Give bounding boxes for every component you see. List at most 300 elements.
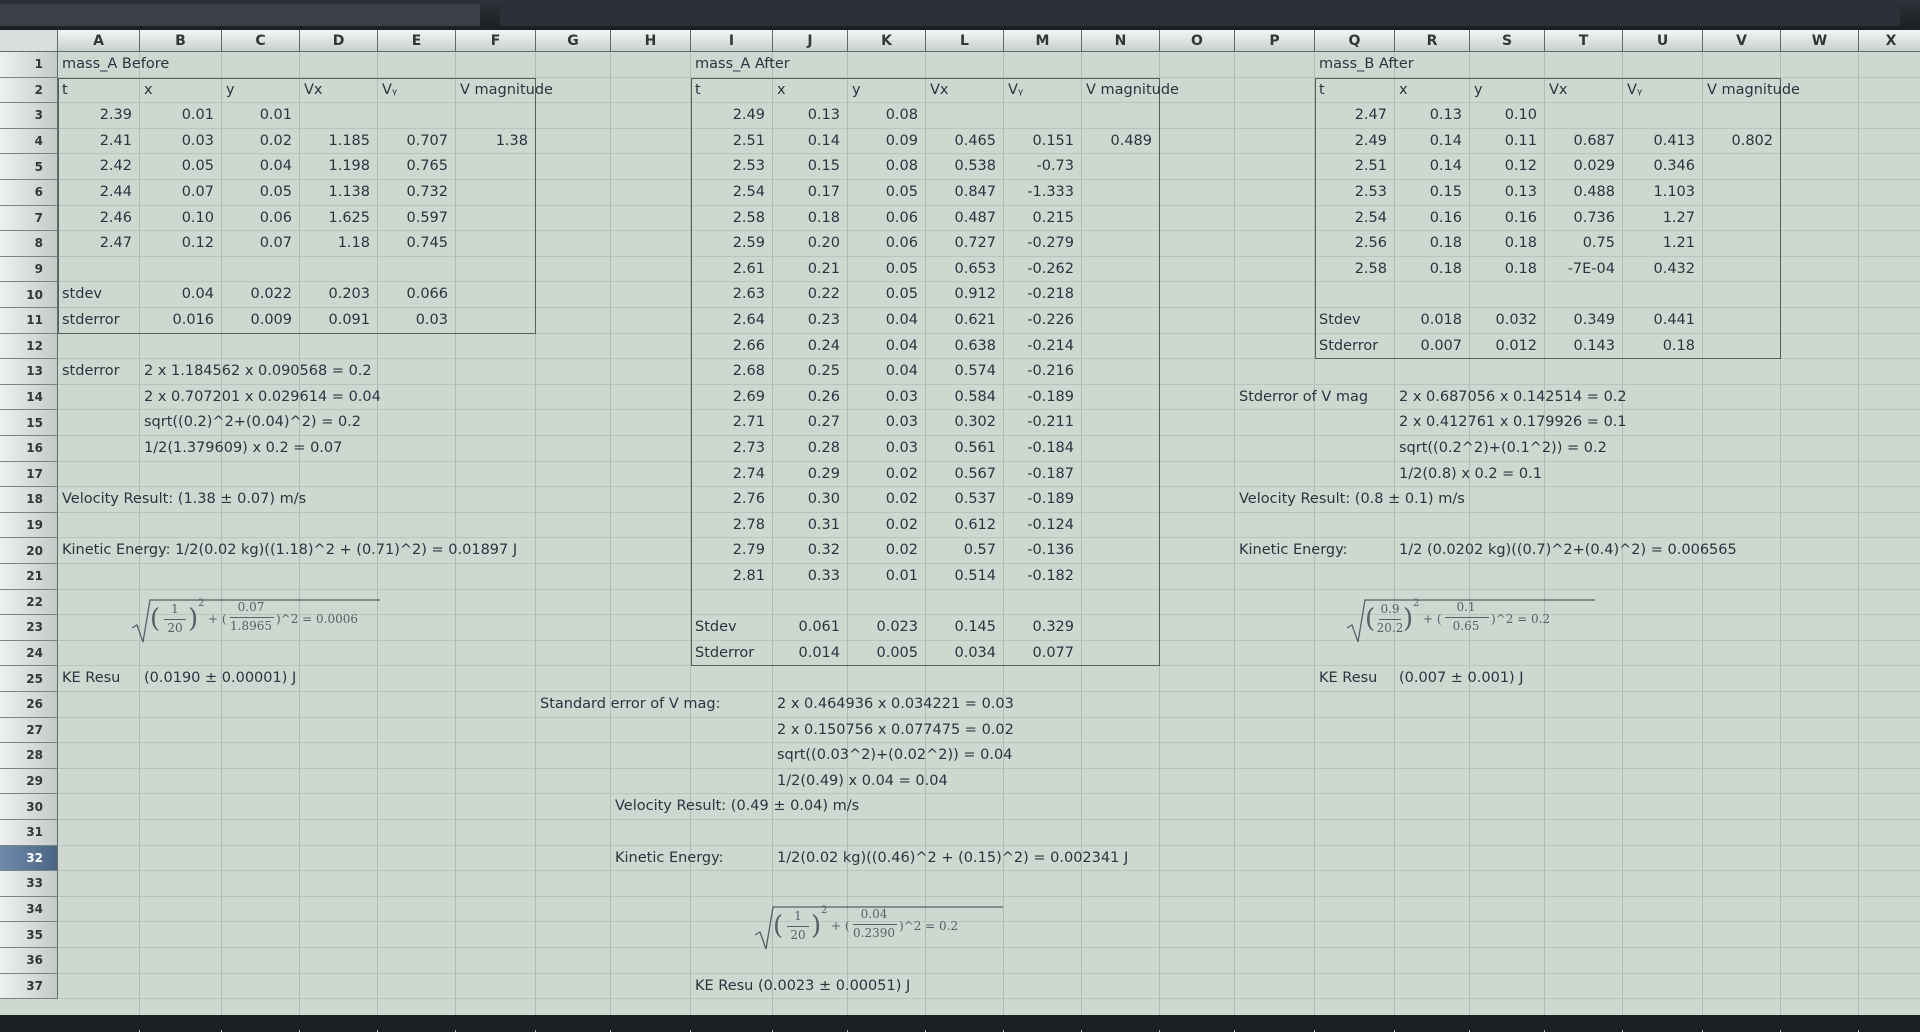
cell-e8[interactable]: 0.745 [406,235,448,252]
cell-j12[interactable]: 0.24 [807,337,840,354]
cell-m9[interactable]: -0.262 [1027,260,1074,277]
column-header-i[interactable]: I [691,30,773,52]
cell-q4[interactable]: 2.49 [1354,132,1387,149]
cell-d10[interactable]: 0.203 [328,286,370,303]
row-header-33[interactable]: 33 [0,871,58,897]
cell-a5[interactable]: 2.42 [99,158,132,175]
cell-j16[interactable]: 0.28 [807,440,840,456]
equation-image-a[interactable] [130,594,390,646]
cell-a8[interactable]: 2.47 [99,235,132,252]
column-header-p[interactable]: P [1235,30,1315,52]
cell-a4[interactable]: 2.41 [99,132,132,149]
column-header-g[interactable]: G [536,30,611,52]
cell-q6[interactable]: 2.53 [1354,184,1387,200]
row-header-21[interactable]: 21 [0,564,58,590]
cell-r8[interactable]: 0.18 [1429,235,1462,252]
cell-t7[interactable]: 0.736 [1573,209,1615,226]
cell-p14[interactable]: Stderror of V mag [1239,388,1369,405]
cell-m8[interactable]: -0.279 [1027,235,1074,252]
cell-l4[interactable]: 0.465 [954,132,996,149]
cell-q9[interactable]: 2.58 [1354,260,1387,277]
column-header-w[interactable]: W [1781,30,1859,52]
cell-q11[interactable]: Stdev [1319,312,1361,328]
column-header-u[interactable]: U [1623,30,1703,52]
cell-i6[interactable]: 2.54 [732,184,765,200]
cell-b7[interactable]: 0.10 [181,209,214,226]
column-header-x[interactable]: X [1859,30,1920,52]
cell-k13[interactable]: 0.04 [885,363,918,380]
cell-d11[interactable]: 0.091 [328,312,370,328]
row-header-18[interactable]: 18 [0,487,58,513]
cell-v4[interactable]: 0.802 [1731,132,1773,149]
column-header-c[interactable]: C [222,30,300,52]
row-header-2[interactable]: 2 [0,78,58,104]
column-header-j[interactable]: J [773,30,848,52]
row-header-26[interactable]: 26 [0,692,58,718]
cell-q25[interactable]: KE Resu [1319,670,1378,687]
cell-b16[interactable]: 1/2(1.379609) x 0.2 = 0.07 [144,440,343,456]
cell-m10[interactable]: -0.218 [1027,286,1074,303]
cell-k14[interactable]: 0.03 [885,388,918,405]
cell-s2[interactable]: y [1474,81,1483,98]
row-header-15[interactable]: 15 [0,410,58,436]
cell-u8[interactable]: 1.21 [1662,235,1695,252]
cell-j3[interactable]: 0.13 [807,107,840,124]
cell-l18[interactable]: 0.537 [954,491,996,508]
cell-b25[interactable]: (0.0190 ± 0.00001) J [144,670,297,687]
row-header-9[interactable]: 9 [0,257,58,283]
cell-i7[interactable]: 2.58 [732,209,765,226]
cell-j9[interactable]: 0.21 [807,260,840,277]
cell-a2[interactable]: t [62,81,68,98]
cell-m2[interactable]: Vᵧ [1008,81,1024,98]
cell-j7[interactable]: 0.18 [807,209,840,226]
cell-r20[interactable]: 1/2 (0.0202 kg)((0.7)^2+(0.4)^2) = 0.006565 [1399,542,1737,559]
cell-k3[interactable]: 0.08 [885,107,918,124]
cell-c5[interactable]: 0.04 [259,158,292,175]
cell-l17[interactable]: 0.567 [954,465,996,482]
cell-a18[interactable]: Velocity Result: (1.38 ± 0.07) m/s [62,491,307,508]
cell-u12[interactable]: 0.18 [1662,337,1695,354]
cell-l2[interactable]: Vx [930,81,949,98]
cell-j21[interactable]: 0.33 [807,568,840,584]
cell-j14[interactable]: 0.26 [807,388,840,405]
cell-e4[interactable]: 0.707 [406,132,448,149]
row-header-34[interactable]: 34 [0,897,58,923]
cell-r7[interactable]: 0.16 [1429,209,1462,226]
cell-n4[interactable]: 0.489 [1110,132,1152,149]
cell-l23[interactable]: 0.145 [954,619,996,636]
cell-t2[interactable]: Vx [1549,81,1568,98]
cell-e5[interactable]: 0.765 [406,158,448,175]
column-header-q[interactable]: Q [1315,30,1395,52]
cell-i1[interactable]: mass_A After [695,56,790,72]
cell-k4[interactable]: 0.09 [885,132,918,149]
cell-m7[interactable]: 0.215 [1032,209,1074,226]
cell-r25[interactable]: (0.007 ± 0.001) J [1399,670,1524,687]
select-all-corner[interactable] [0,30,58,52]
column-header-l[interactable]: L [926,30,1004,52]
column-header-o[interactable]: O [1160,30,1235,52]
cell-l11[interactable]: 0.621 [954,312,996,328]
cell-s4[interactable]: 0.11 [1504,132,1537,149]
cell-m5[interactable]: -0.73 [1036,158,1074,175]
row-header-37[interactable]: 37 [0,974,58,1000]
cell-l19[interactable]: 0.612 [954,516,996,533]
cell-p18[interactable]: Velocity Result: (0.8 ± 0.1) m/s [1239,491,1465,508]
cell-s3[interactable]: 0.10 [1504,107,1537,124]
cell-j6[interactable]: 0.17 [807,184,840,200]
cell-q1[interactable]: mass_B After [1319,56,1414,72]
cell-b11[interactable]: 0.016 [172,312,214,328]
equation-image-c[interactable] [753,901,1013,953]
cell-k12[interactable]: 0.04 [885,337,918,354]
cell-k23[interactable]: 0.023 [876,619,918,636]
cell-m16[interactable]: -0.184 [1027,440,1074,456]
column-header-b[interactable]: B [140,30,222,52]
cell-s9[interactable]: 0.18 [1504,260,1537,277]
cell-j15[interactable]: 0.27 [807,414,840,431]
cell-i12[interactable]: 2.66 [732,337,765,354]
cell-l24[interactable]: 0.034 [954,644,996,661]
cell-t12[interactable]: 0.143 [1573,337,1615,354]
cell-l20[interactable]: 0.57 [963,542,996,559]
cell-m20[interactable]: -0.136 [1027,542,1074,559]
cell-u5[interactable]: 0.346 [1653,158,1695,175]
cell-i24[interactable]: Stderror [695,644,755,661]
cell-i11[interactable]: 2.64 [732,312,765,328]
cell-a7[interactable]: 2.46 [99,209,132,226]
cell-m4[interactable]: 0.151 [1032,132,1074,149]
row-header-17[interactable]: 17 [0,462,58,488]
cell-k5[interactable]: 0.08 [885,158,918,175]
cell-q12[interactable]: Stderror [1319,337,1379,354]
cell-s8[interactable]: 0.18 [1504,235,1537,252]
column-header-e[interactable]: E [378,30,456,52]
cell-b13[interactable]: 2 x 1.184562 x 0.090568 = 0.2 [144,363,372,380]
cell-r2[interactable]: x [1399,81,1408,98]
cell-j2[interactable]: x [777,81,786,98]
cell-i15[interactable]: 2.71 [732,414,765,431]
cell-l8[interactable]: 0.727 [954,235,996,252]
cell-r4[interactable]: 0.14 [1429,132,1462,149]
cell-i3[interactable]: 2.49 [732,107,765,124]
row-header-32[interactable]: 32 [0,846,58,872]
cell-u4[interactable]: 0.413 [1653,132,1695,149]
cell-q8[interactable]: 2.56 [1354,235,1387,252]
cell-k16[interactable]: 0.03 [885,440,918,456]
cell-j28[interactable]: sqrt((0.03^2)+(0.02^2)) = 0.04 [777,747,1013,764]
cell-i19[interactable]: 2.78 [732,516,765,533]
cell-a20[interactable]: Kinetic Energy: 1/2(0.02 kg)((1.18)^2 + (0.71)^2) = 0.01897 J [62,542,518,559]
row-header-5[interactable]: 5 [0,154,58,180]
cell-b15[interactable]: sqrt((0.2)^2+(0.04)^2) = 0.2 [144,414,362,431]
cell-d6[interactable]: 1.138 [328,184,370,200]
cell-j26[interactable]: 2 x 0.464936 x 0.034221 = 0.03 [777,696,1014,712]
cell-r6[interactable]: 0.15 [1429,184,1462,200]
cell-a3[interactable]: 2.39 [99,107,132,124]
cell-k7[interactable]: 0.06 [885,209,918,226]
cell-r3[interactable]: 0.13 [1429,107,1462,124]
cell-l13[interactable]: 0.574 [954,363,996,380]
cell-k9[interactable]: 0.05 [885,260,918,277]
cell-s12[interactable]: 0.012 [1495,337,1537,354]
column-header-d[interactable]: D [300,30,378,52]
cell-r15[interactable]: 2 x 0.412761 x 0.179926 = 0.1 [1399,414,1627,431]
row-header-12[interactable]: 12 [0,334,58,360]
cell-r17[interactable]: 1/2(0.8) x 0.2 = 0.1 [1399,465,1542,482]
cell-j24[interactable]: 0.014 [798,644,840,661]
cell-d4[interactable]: 1.185 [328,132,370,149]
cell-m17[interactable]: -0.187 [1027,465,1074,482]
cell-i9[interactable]: 2.61 [732,260,765,277]
cell-a13[interactable]: stderror [62,363,120,380]
column-header-k[interactable]: K [848,30,926,52]
cell-m12[interactable]: -0.214 [1027,337,1074,354]
cell-s11[interactable]: 0.032 [1495,312,1537,328]
cell-m21[interactable]: -0.182 [1027,568,1074,584]
cell-m15[interactable]: -0.211 [1027,414,1074,431]
cell-s7[interactable]: 0.16 [1504,209,1537,226]
cell-j13[interactable]: 0.25 [807,363,840,380]
cell-m6[interactable]: -1.333 [1027,184,1074,200]
cell-b14[interactable]: 2 x 0.707201 x 0.029614 = 0.04 [144,388,381,405]
cell-k6[interactable]: 0.05 [885,184,918,200]
cell-r16[interactable]: sqrt((0.2^2)+(0.1^2)) = 0.2 [1399,440,1607,456]
cell-t8[interactable]: 0.75 [1582,235,1615,252]
cell-b10[interactable]: 0.04 [181,286,214,303]
cell-i21[interactable]: 2.81 [732,568,765,584]
cell-u6[interactable]: 1.103 [1653,184,1695,200]
cell-g26[interactable]: Standard error of V mag: [540,696,721,712]
cell-l6[interactable]: 0.847 [954,184,996,200]
cell-i10[interactable]: 2.63 [732,286,765,303]
cell-j5[interactable]: 0.15 [807,158,840,175]
row-header-22[interactable]: 22 [0,590,58,616]
cell-u11[interactable]: 0.441 [1653,312,1695,328]
cell-r12[interactable]: 0.007 [1420,337,1462,354]
cell-j27[interactable]: 2 x 0.150756 x 0.077475 = 0.02 [777,721,1014,738]
cell-i37[interactable]: KE Resu (0.0023 ± 0.00051) J [695,977,911,994]
cell-l21[interactable]: 0.514 [954,568,996,584]
cell-j19[interactable]: 0.31 [807,516,840,533]
cell-m23[interactable]: 0.329 [1032,619,1074,636]
cell-l14[interactable]: 0.584 [954,388,996,405]
cell-m13[interactable]: -0.216 [1027,363,1074,380]
cell-l7[interactable]: 0.487 [954,209,996,226]
cell-c3[interactable]: 0.01 [259,107,292,124]
cell-l15[interactable]: 0.302 [954,414,996,431]
cell-k2[interactable]: y [852,81,861,98]
cell-i8[interactable]: 2.59 [732,235,765,252]
cell-q5[interactable]: 2.51 [1354,158,1387,175]
cell-e2[interactable]: Vᵧ [382,81,398,98]
cell-c4[interactable]: 0.02 [259,132,292,149]
cell-k18[interactable]: 0.02 [885,491,918,508]
cell-a10[interactable]: stdev [62,286,102,303]
cell-p20[interactable]: Kinetic Energy: [1239,542,1348,559]
cell-i2[interactable]: t [695,81,701,98]
row-header-16[interactable]: 16 [0,436,58,462]
cell-e6[interactable]: 0.732 [406,184,448,200]
cell-d7[interactable]: 1.625 [328,209,370,226]
cell-i18[interactable]: 2.76 [732,491,765,508]
cell-m24[interactable]: 0.077 [1032,644,1074,661]
column-header-h[interactable]: H [611,30,691,52]
cell-d2[interactable]: Vx [304,81,323,98]
row-header-1[interactable]: 1 [0,52,58,78]
cell-q2[interactable]: t [1319,81,1325,98]
row-header-20[interactable]: 20 [0,538,58,564]
cell-l12[interactable]: 0.638 [954,337,996,354]
cell-k19[interactable]: 0.02 [885,516,918,533]
cell-c8[interactable]: 0.07 [259,235,292,252]
cell-j10[interactable]: 0.22 [807,286,840,303]
cell-c6[interactable]: 0.05 [259,184,292,200]
cell-m18[interactable]: -0.189 [1027,491,1074,508]
cell-u9[interactable]: 0.432 [1653,260,1695,277]
cell-k17[interactable]: 0.02 [885,465,918,482]
row-header-23[interactable]: 23 [0,615,58,641]
cell-t5[interactable]: 0.029 [1573,158,1615,175]
cell-i23[interactable]: Stdev [695,619,737,636]
row-header-3[interactable]: 3 [0,103,58,129]
column-header-v[interactable]: V [1703,30,1781,52]
row-header-8[interactable]: 8 [0,231,58,257]
cell-d8[interactable]: 1.18 [337,235,370,252]
cell-f2[interactable]: V magnitude [460,81,553,98]
cell-v2[interactable]: V magnitude [1707,81,1800,98]
spreadsheet-grid[interactable] [0,30,1920,1030]
cell-j11[interactable]: 0.23 [807,312,840,328]
cell-l16[interactable]: 0.561 [954,440,996,456]
cell-i5[interactable]: 2.53 [732,158,765,175]
cell-a11[interactable]: stderror [62,312,120,328]
cell-j4[interactable]: 0.14 [807,132,840,149]
cell-k24[interactable]: 0.005 [876,644,918,661]
cell-i16[interactable]: 2.73 [732,440,765,456]
row-header-19[interactable]: 19 [0,513,58,539]
cell-a25[interactable]: KE Resu [62,670,121,687]
cell-c10[interactable]: 0.022 [250,286,292,303]
cell-b5[interactable]: 0.05 [181,158,214,175]
row-header-10[interactable]: 10 [0,282,58,308]
cell-f4[interactable]: 1.38 [495,132,528,149]
row-header-11[interactable]: 11 [0,308,58,334]
cell-j29[interactable]: 1/2(0.49) x 0.04 = 0.04 [777,772,948,789]
row-header-13[interactable]: 13 [0,359,58,385]
cell-t11[interactable]: 0.349 [1573,312,1615,328]
cell-m14[interactable]: -0.189 [1027,388,1074,405]
cell-b8[interactable]: 0.12 [181,235,214,252]
cell-c2[interactable]: y [226,81,235,98]
column-header-a[interactable]: A [58,30,140,52]
cell-c11[interactable]: 0.009 [250,312,292,328]
cell-b4[interactable]: 0.03 [181,132,214,149]
row-header-35[interactable]: 35 [0,922,58,948]
row-header-24[interactable]: 24 [0,641,58,667]
row-header-4[interactable]: 4 [0,129,58,155]
cell-t9[interactable]: -7E-04 [1567,260,1615,277]
cell-b2[interactable]: x [144,81,153,98]
cell-k20[interactable]: 0.02 [885,542,918,559]
column-header-f[interactable]: F [456,30,536,52]
cell-j8[interactable]: 0.20 [807,235,840,252]
row-header-31[interactable]: 31 [0,820,58,846]
row-header-28[interactable]: 28 [0,743,58,769]
column-header-r[interactable]: R [1395,30,1470,52]
row-header-30[interactable]: 30 [0,794,58,820]
row-header-36[interactable]: 36 [0,948,58,974]
cell-k21[interactable]: 0.01 [885,568,918,584]
cell-r5[interactable]: 0.14 [1429,158,1462,175]
cell-i20[interactable]: 2.79 [732,542,765,559]
cell-e11[interactable]: 0.03 [415,312,448,328]
cell-i14[interactable]: 2.69 [732,388,765,405]
row-header-14[interactable]: 14 [0,385,58,411]
cell-h32[interactable]: Kinetic Energy: [615,849,724,866]
cell-m11[interactable]: -0.226 [1027,312,1074,328]
cell-j18[interactable]: 0.30 [807,491,840,508]
row-header-29[interactable]: 29 [0,769,58,795]
cell-i13[interactable]: 2.68 [732,363,765,380]
cell-k10[interactable]: 0.05 [885,286,918,303]
cell-b3[interactable]: 0.01 [181,107,214,124]
cell-t4[interactable]: 0.687 [1573,132,1615,149]
cell-k15[interactable]: 0.03 [885,414,918,431]
cell-a6[interactable]: 2.44 [99,184,132,200]
cell-j23[interactable]: 0.061 [798,619,840,636]
cell-r9[interactable]: 0.18 [1429,260,1462,277]
cell-r11[interactable]: 0.018 [1420,312,1462,328]
cell-k8[interactable]: 0.06 [885,235,918,252]
cell-l9[interactable]: 0.653 [954,260,996,277]
cell-i4[interactable]: 2.51 [732,132,765,149]
cell-a1[interactable]: mass_A Before [62,56,170,72]
cell-l5[interactable]: 0.538 [954,158,996,175]
row-header-6[interactable]: 6 [0,180,58,206]
cell-d5[interactable]: 1.198 [328,158,370,175]
cell-e7[interactable]: 0.597 [406,209,448,226]
cell-q7[interactable]: 2.54 [1354,209,1387,226]
row-header-27[interactable]: 27 [0,718,58,744]
cell-q3[interactable]: 2.47 [1354,107,1387,124]
equation-image-b[interactable] [1345,594,1605,646]
cell-r14[interactable]: 2 x 0.687056 x 0.142514 = 0.2 [1399,388,1627,405]
cell-c7[interactable]: 0.06 [259,209,292,226]
cell-i17[interactable]: 2.74 [732,465,765,482]
cell-b6[interactable]: 0.07 [181,184,214,200]
cell-u2[interactable]: Vᵧ [1627,81,1643,98]
cell-t6[interactable]: 0.488 [1573,184,1615,200]
cell-s5[interactable]: 0.12 [1504,158,1537,175]
cell-k11[interactable]: 0.04 [885,312,918,328]
cell-l10[interactable]: 0.912 [954,286,996,303]
cell-e10[interactable]: 0.066 [406,286,448,303]
cell-j17[interactable]: 0.29 [807,465,840,482]
row-header-7[interactable]: 7 [0,206,58,232]
cell-u7[interactable]: 1.27 [1662,209,1695,226]
cell-j32[interactable]: 1/2(0.02 kg)((0.46)^2 + (0.15)^2) = 0.002341 J [777,849,1129,866]
column-header-t[interactable]: T [1545,30,1623,52]
cell-n2[interactable]: V magnitude [1086,81,1179,98]
cell-m19[interactable]: -0.124 [1027,516,1074,533]
cell-h30[interactable]: Velocity Result: (0.49 ± 0.04) m/s [615,798,860,815]
cell-s6[interactable]: 0.13 [1504,184,1537,200]
column-header-n[interactable]: N [1082,30,1160,52]
cell-j20[interactable]: 0.32 [807,542,840,559]
row-header-25[interactable]: 25 [0,666,58,692]
